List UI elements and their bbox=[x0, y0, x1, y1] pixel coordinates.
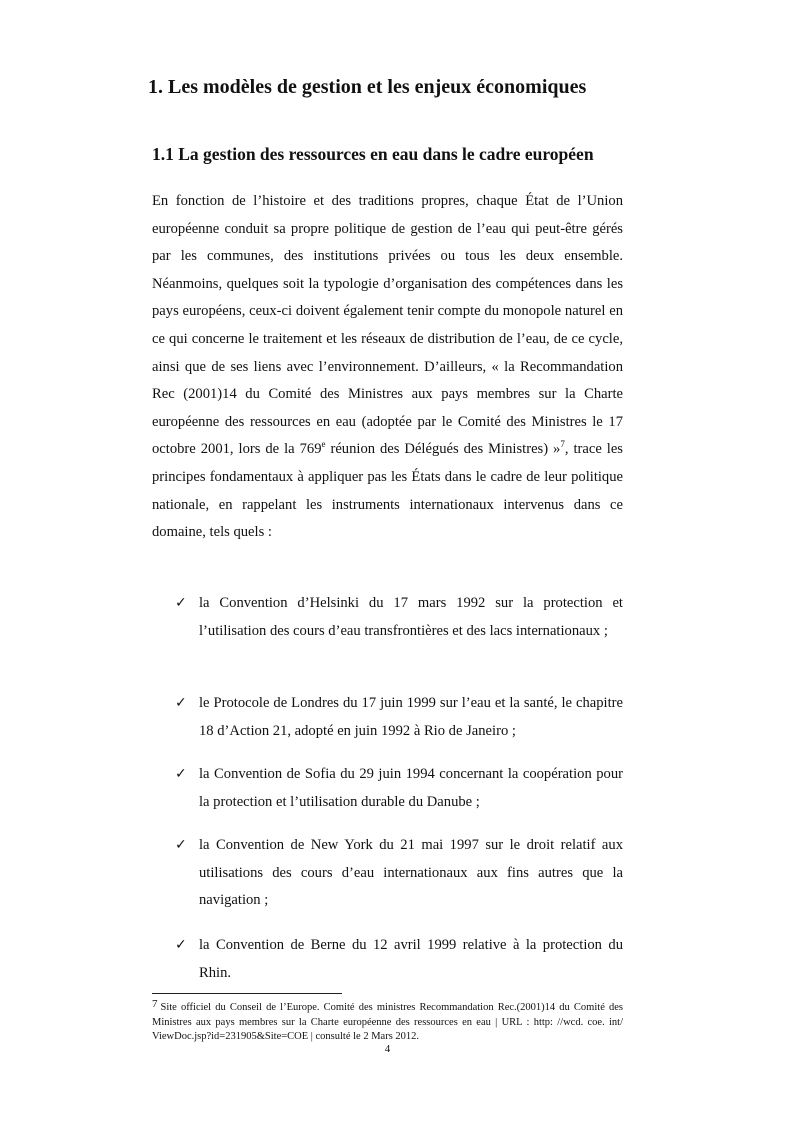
list-item bbox=[175, 690, 623, 745]
paragraph-text-part2: réunion des Délégués des Ministres) » bbox=[325, 441, 561, 458]
checkmark-icon: ✓ bbox=[175, 937, 187, 953]
list-item bbox=[175, 932, 623, 987]
list-item-text: la Convention de Sofia du 29 juin 1994 concernant la coopération pour la protection et l’utilisation durable du Danube ; bbox=[199, 766, 623, 810]
list-item bbox=[175, 761, 623, 816]
superscript-e: e bbox=[321, 439, 326, 450]
page-number: 4 bbox=[384, 1043, 391, 1055]
list-item-text: la Convention de New York du 21 mai 1997 sur le droit relatif aux utilisations des cours d’eau internationaux aux fins autres que la navigation ; bbox=[199, 837, 623, 909]
footnote-divider bbox=[152, 993, 342, 994]
body-paragraph bbox=[152, 188, 623, 547]
footnote-reference[interactable]: 7 bbox=[560, 439, 565, 450]
checkmark-icon: ✓ bbox=[175, 766, 187, 782]
paragraph-text-part1: En fonction de l’histoire et des traditions propres, chaque État de l’Union européenne conduit sa propre politique de gestion de l’eau qui peut-être gérés par les communes, des institutions privées ou tous les deux ensemble. Néanmoins, quelques soit la typologie d’organisation des compétences dans les pays européens, ceux-ci doivent également tenir compte du monopole naturel en ce qui concerne le traitement et les réseaux de distribution de l’eau, de ce cycle, ainsi que de ses liens avec l’environnement. D’ailleurs, « la Recommandation Rec (2001)14 du Comité des Ministres aux pays membres sur la Charte européenne des ressources en eau (adoptée par le Comité des Ministres le 17 octobre 2001, lors de la 769 bbox=[152, 193, 623, 458]
list-item-text: le Protocole de Londres du 17 juin 1999 sur l’eau et la santé, le chapitre 18 d’Action 21, adopté en juin 1992 à Rio de Janeiro ; bbox=[199, 695, 623, 739]
footnote-text: Site officiel du Conseil de l’Europe. Comité des ministres Recommandation Rec.(2001)14 du Comité des Ministres aux pays membres sur la Charte européenne des ressources en eau | URL : http: //wcd. coe. int/ ViewDoc.jsp?id=231905&Site=COE | consulté le 2 Mars 2012. bbox=[152, 1002, 623, 1043]
footnote-number: 7 bbox=[152, 998, 158, 1010]
checkmark-icon: ✓ bbox=[175, 837, 187, 853]
list-item-text: la Convention d’Helsinki du 17 mars 1992 sur la protection et l’utilisation des cours d’eau transfrontières et des lacs internationaux ; bbox=[199, 595, 623, 639]
list-item-text: la Convention de Berne du 12 avril 1999 relative à la protection du Rhin. bbox=[199, 937, 623, 981]
paragraph-text-part3: , trace les principes fondamentaux à appliquer pas les États dans le cadre de leur politique nationale, en rappelant les instruments internationaux intervenus dans ce domaine, tels quels : bbox=[152, 441, 623, 541]
list-item bbox=[175, 832, 623, 915]
chapter-heading: 1. Les modèles de gestion et les enjeux économiques bbox=[148, 76, 587, 98]
section-heading: 1.1 La gestion des ressources en eau dans le cadre européen bbox=[152, 144, 594, 164]
checkmark-icon: ✓ bbox=[175, 595, 187, 611]
list-item bbox=[175, 590, 623, 645]
footnote bbox=[152, 997, 623, 1045]
checkmark-icon: ✓ bbox=[175, 695, 187, 711]
